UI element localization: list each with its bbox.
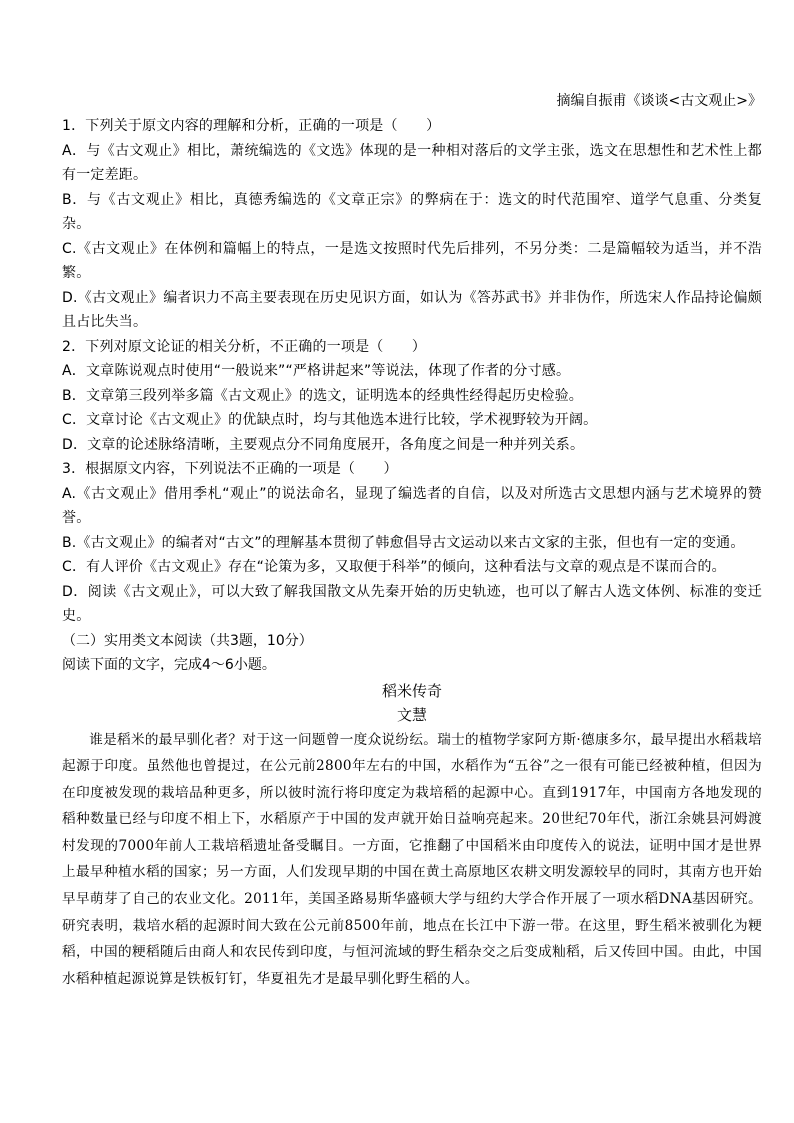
- option-a: A．与《古文观止》相比，萧统编选的《文选》体现的是一种相对落后的文学主张，选文在思想性和艺术性上都有一定差距。: [62, 142, 762, 183]
- option-c: C．文章讨论《古文观止》的优缺点时，均与其他选本进行比较，学术视野较为开阔。: [62, 412, 598, 428]
- option-d: D.《古文观止》编者识力不高主要表现在历史见识方面，如认为《答苏武书》并非伪作，所选宋人作品持论偏颇且占比失当。: [62, 289, 762, 330]
- question-stem: 1．下列关于原文内容的理解和分析，正确的一项是（ ）: [62, 118, 441, 134]
- article-title: 稻米传奇: [381, 681, 442, 700]
- question-1: [62, 114, 762, 335]
- option-a: A．文章陈说观点时使用“一般说来”“严格讲起来”等说法，体现了作者的分寸感。: [62, 363, 571, 379]
- source-attribution: 摘编自振甫《谈谈<古文观止>》: [556, 93, 762, 109]
- option-d: D．阅读《古文观止》，可以大致了解我国散文从先秦开始的历史轨迹，也可以了解古人选文体例、标准的变迁史。: [62, 583, 762, 624]
- article-paragraph: 谁是稻米的最早驯化者？对于这一问题曾一度众说纷纭。瑞士的植物学家阿方斯·德康多尔，最早提出水稻栽培起源于印度。虽然他也曾提过，在公元前2800年左右的中国，水稻作为“五谷”之一很有可能已经被种植，但因为在印度被发现的栽培品种更多，所以彼时流行将印度定为栽培稻的起源中心。直到1917年，中国南方各地发现的稻种数量已经与印度不相上下，水稻原产于中国的发声就开始日益响亮起来。20世纪70年代，浙江余姚县河姆渡村发现的7000年前人工栽培稻遗址备受瞩目。一方面，它推翻了中国稻米由印度传入的说法，证明中国才是世界上最早种植水稻的国家；另一方面，人们发现早期的中国在黄土高原地区农耕文明发源较早的同时，其南方也开始早早萌芽了自己的农业文化。2011年，美国圣路易斯华盛顿大学与纽约大学合作开展了一项水稻DNA基因研究。研究表明，栽培水稻的起源时间大致在公元前8500年前，地点在长江中下游一带。在这里，野生稻米被驯化为粳稻，中国的粳稻随后由商人和农民传到印度，与恒河流域的野生稻杂交之后变成籼稻，后又传回中国。由此，中国水稻种植起源说算是铁板钉钉，华夏祖先才是最早驯化野生稻的人。: [62, 731, 762, 987]
- question-stem: 2．下列对原文论证的相关分析，不正确的一项是（ ）: [62, 338, 427, 355]
- option-b: B.《古文观止》的编者对“古文”的理解基本贯彻了韩愈倡导古文运动以来古文家的主张，但也有一定的变通。: [62, 534, 745, 551]
- question-stem: 3．根据原文内容，下列说法不正确的一项是（ ）: [62, 461, 398, 477]
- question-2: [62, 335, 762, 458]
- article-author: 文慧: [396, 705, 427, 724]
- option-c: C.《古文观止》在体例和篇幅上的特点，一是选文按照时代先后排列，不另分类：二是篇幅较为适当，并不浩繁。: [62, 240, 762, 281]
- section-heading: （二）实用类文本阅读（共3题，10分）: [62, 632, 313, 649]
- exam-page: [62, 90, 762, 992]
- question-3: [62, 457, 762, 629]
- option-b: B．文章第三段列举多篇《古文观止》的选文，证明选本的经典性经得起历史检验。: [62, 387, 584, 404]
- option-c: C．有人评价《古文观止》存在“论策为多，又取便于科举”的倾向，这种看法与文章的观点是不谋而合的。: [62, 559, 726, 575]
- option-d: D．文章的论述脉络清晰，主要观点分不同角度展开，各角度之间是一种并列关系。: [62, 436, 585, 453]
- option-a: A.《古文观止》借用季札“观止”的说法命名，显现了编选者的自信，以及对所选古文思想内涵与艺术境界的赞誉。: [62, 485, 762, 526]
- option-b: B．与《古文观止》相比，真德秀编选的《文章正宗》的弊病在于：选文的时代范围窄、道学气息重、分类复杂。: [62, 191, 762, 232]
- reading-instruction: 阅读下面的文字，完成4～6小题。: [62, 656, 276, 673]
